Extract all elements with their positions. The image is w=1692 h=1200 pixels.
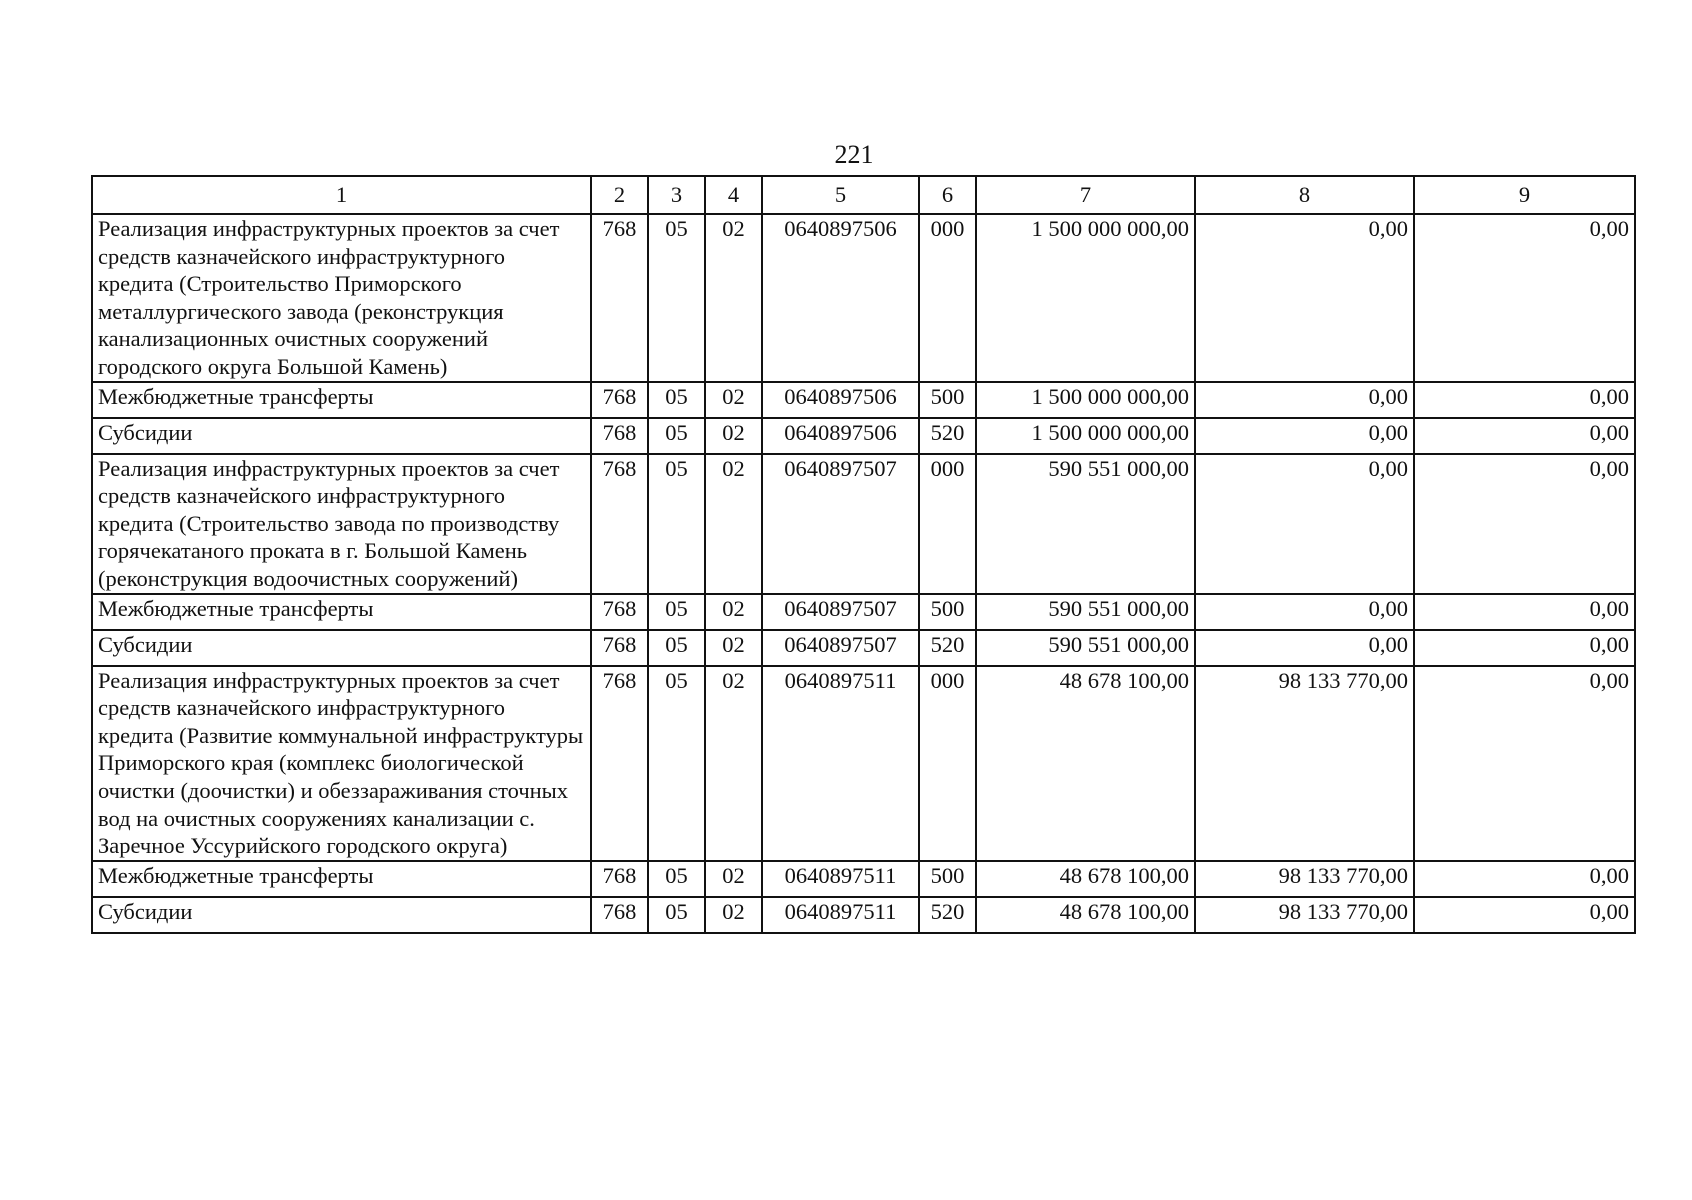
code-cell: 0640897511 xyxy=(762,666,919,861)
amount-cell: 590 551 000,00 xyxy=(976,454,1195,594)
item-name: Межбюджетные трансферты xyxy=(92,594,591,630)
budget-table xyxy=(91,175,1636,934)
amount-cell: 0,00 xyxy=(1414,897,1635,933)
header-cell: 1 xyxy=(92,176,591,214)
code-cell: 500 xyxy=(919,594,976,630)
amount-cell: 98 133 770,00 xyxy=(1195,861,1414,897)
amount-cell: 0,00 xyxy=(1414,861,1635,897)
header-cell: 3 xyxy=(648,176,705,214)
code-cell: 02 xyxy=(705,454,762,594)
table-row xyxy=(92,666,1635,861)
header-cell: 4 xyxy=(705,176,762,214)
amount-cell: 1 500 000 000,00 xyxy=(976,382,1195,418)
code-cell: 02 xyxy=(705,666,762,861)
code-cell: 000 xyxy=(919,666,976,861)
item-name: Реализация инфраструктурных проектов за счет средств казначейского инфраструктурного кредита (Строительство Приморского металлургического завода (реконструкция канализационных очистных сооружений городского округа Большой Камень) xyxy=(92,214,591,382)
code-cell: 000 xyxy=(919,454,976,594)
code-cell: 768 xyxy=(591,666,648,861)
amount-cell: 0,00 xyxy=(1414,382,1635,418)
code-cell: 05 xyxy=(648,454,705,594)
amount-cell: 1 500 000 000,00 xyxy=(976,418,1195,454)
header-cell: 8 xyxy=(1195,176,1414,214)
item-name: Реализация инфраструктурных проектов за счет средств казначейского инфраструктурного кредита (Развитие коммунальной инфраструктуры Приморского края (комплекс биологической очистки (доочистки) и обеззараживания сточных вод на очистных сооружениях канализации с. Заречное Уссурийского городского округа) xyxy=(92,666,591,861)
code-cell: 0640897507 xyxy=(762,630,919,666)
table-row xyxy=(92,214,1635,382)
code-cell: 02 xyxy=(705,594,762,630)
code-cell: 02 xyxy=(705,861,762,897)
code-cell: 768 xyxy=(591,418,648,454)
amount-cell: 98 133 770,00 xyxy=(1195,666,1414,861)
header-cell: 5 xyxy=(762,176,919,214)
code-cell: 05 xyxy=(648,897,705,933)
amount-cell: 0,00 xyxy=(1414,214,1635,382)
code-cell: 02 xyxy=(705,630,762,666)
amount-cell: 0,00 xyxy=(1195,214,1414,382)
code-cell: 0640897506 xyxy=(762,214,919,382)
code-cell: 0640897507 xyxy=(762,594,919,630)
header-cell: 2 xyxy=(591,176,648,214)
table-row xyxy=(92,630,1635,666)
code-cell: 02 xyxy=(705,897,762,933)
code-cell: 768 xyxy=(591,454,648,594)
code-cell: 0640897511 xyxy=(762,897,919,933)
item-name: Субсидии xyxy=(92,897,591,933)
code-cell: 05 xyxy=(648,418,705,454)
table-row xyxy=(92,418,1635,454)
amount-cell: 0,00 xyxy=(1195,454,1414,594)
code-cell: 520 xyxy=(919,897,976,933)
amount-cell: 48 678 100,00 xyxy=(976,861,1195,897)
code-cell: 05 xyxy=(648,594,705,630)
amount-cell: 98 133 770,00 xyxy=(1195,897,1414,933)
amount-cell: 590 551 000,00 xyxy=(976,594,1195,630)
table-row xyxy=(92,897,1635,933)
code-cell: 500 xyxy=(919,861,976,897)
code-cell: 768 xyxy=(591,861,648,897)
code-cell: 768 xyxy=(591,382,648,418)
amount-cell: 0,00 xyxy=(1195,382,1414,418)
table-row xyxy=(92,861,1635,897)
code-cell: 768 xyxy=(591,594,648,630)
code-cell: 02 xyxy=(705,382,762,418)
amount-cell: 0,00 xyxy=(1414,454,1635,594)
code-cell: 768 xyxy=(591,897,648,933)
item-name: Реализация инфраструктурных проектов за счет средств казначейского инфраструктурного кредита (Строительство завода по производству горячекатаного проката в г. Большой Камень (реконструкция водоочистных сооружений) xyxy=(92,454,591,594)
code-cell: 0640897511 xyxy=(762,861,919,897)
code-cell: 520 xyxy=(919,630,976,666)
item-name: Межбюджетные трансферты xyxy=(92,861,591,897)
amount-cell: 0,00 xyxy=(1414,666,1635,861)
amount-cell: 0,00 xyxy=(1195,630,1414,666)
amount-cell: 590 551 000,00 xyxy=(976,630,1195,666)
header-cell: 6 xyxy=(919,176,976,214)
amount-cell: 1 500 000 000,00 xyxy=(976,214,1195,382)
code-cell: 02 xyxy=(705,214,762,382)
header-cell: 7 xyxy=(976,176,1195,214)
code-cell: 520 xyxy=(919,418,976,454)
code-cell: 768 xyxy=(591,630,648,666)
code-cell: 500 xyxy=(919,382,976,418)
amount-cell: 48 678 100,00 xyxy=(976,666,1195,861)
code-cell: 000 xyxy=(919,214,976,382)
amount-cell: 0,00 xyxy=(1195,594,1414,630)
code-cell: 0640897507 xyxy=(762,454,919,594)
code-cell: 0640897506 xyxy=(762,382,919,418)
code-cell: 05 xyxy=(648,214,705,382)
amount-cell: 48 678 100,00 xyxy=(976,897,1195,933)
item-name: Субсидии xyxy=(92,630,591,666)
amount-cell: 0,00 xyxy=(1414,630,1635,666)
item-name: Межбюджетные трансферты xyxy=(92,382,591,418)
table-row xyxy=(92,454,1635,594)
code-cell: 05 xyxy=(648,666,705,861)
code-cell: 0640897506 xyxy=(762,418,919,454)
table-row xyxy=(92,382,1635,418)
code-cell: 768 xyxy=(591,214,648,382)
amount-cell: 0,00 xyxy=(1195,418,1414,454)
code-cell: 05 xyxy=(648,861,705,897)
code-cell: 02 xyxy=(705,418,762,454)
table-row xyxy=(92,594,1635,630)
amount-cell: 0,00 xyxy=(1414,594,1635,630)
page-number: 221 xyxy=(834,140,874,169)
item-name: Субсидии xyxy=(92,418,591,454)
code-cell: 05 xyxy=(648,382,705,418)
header-row xyxy=(92,176,1635,214)
amount-cell: 0,00 xyxy=(1414,418,1635,454)
header-cell: 9 xyxy=(1414,176,1635,214)
code-cell: 05 xyxy=(648,630,705,666)
